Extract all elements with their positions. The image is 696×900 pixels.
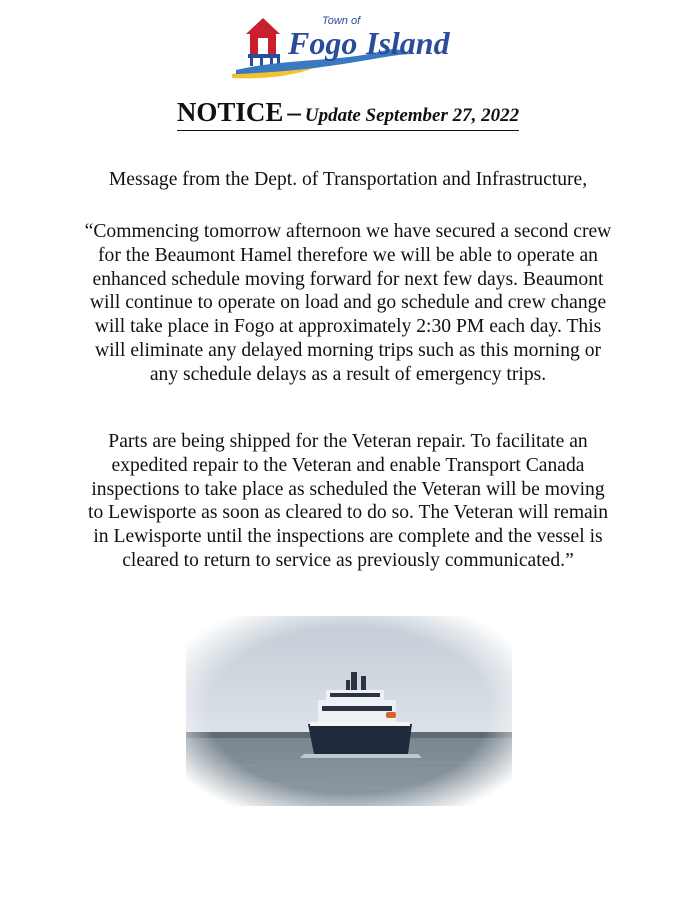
parts-paragraph xyxy=(20,430,676,573)
notice-dash: – xyxy=(287,97,301,127)
parts-line: expedited repair to the Veteran and enable Transport Canada xyxy=(111,454,585,476)
notice-heading-underline xyxy=(177,99,519,131)
parts-line: Parts are being shipped for the Veteran repair. To facilitate an xyxy=(108,431,588,452)
parts-line: to Lewisporte as soon as cleared to do so. The Veteran will remain xyxy=(88,502,608,524)
notice-update-date: Update September 27, 2022 xyxy=(304,105,520,126)
quote-line: will eliminate any delayed morning trips such as this morning or xyxy=(94,339,602,361)
quote-line: will continue to operate on load and go schedule and crew change xyxy=(89,292,607,314)
fogo-island-logo xyxy=(226,10,476,96)
house-icon xyxy=(246,18,280,66)
quote-line: will take place in Fogo at approximately 2:30 PM each day. This xyxy=(94,316,602,338)
logo-town-of: Town of xyxy=(322,15,361,27)
fogo-island-logo-graphic xyxy=(226,10,476,96)
ferry-ship-icon xyxy=(186,616,512,806)
notice-heading xyxy=(0,99,696,131)
quote-line: enhanced schedule moving forward for next few days. Beaumont xyxy=(92,268,604,290)
intro-paragraph xyxy=(20,168,676,192)
logo-island: Island xyxy=(366,25,450,61)
quote-line: “Commencing tomorrow afternoon we have secured a second crew xyxy=(84,221,612,242)
parts-line: inspections to take place as scheduled the Veteran will be moving xyxy=(91,478,605,500)
quote-line: for the Beaumont Hamel therefore we will be able to operate an xyxy=(98,244,598,266)
notice-word: NOTICE xyxy=(176,97,284,127)
quote-paragraph xyxy=(20,220,676,387)
parts-line: cleared to return to service as previously communicated.” xyxy=(122,549,574,571)
quote-line: any schedule delays as a result of emergency trips. xyxy=(149,363,547,385)
parts-line: in Lewisporte until the inspections are complete and the vessel is xyxy=(93,526,603,548)
photo-vignette xyxy=(186,616,512,806)
ferry-photo xyxy=(186,616,512,806)
intro-line: Message from the Dept. of Transportation and Infrastructure, xyxy=(108,169,588,190)
logo-fogo: Fogo xyxy=(288,25,358,61)
